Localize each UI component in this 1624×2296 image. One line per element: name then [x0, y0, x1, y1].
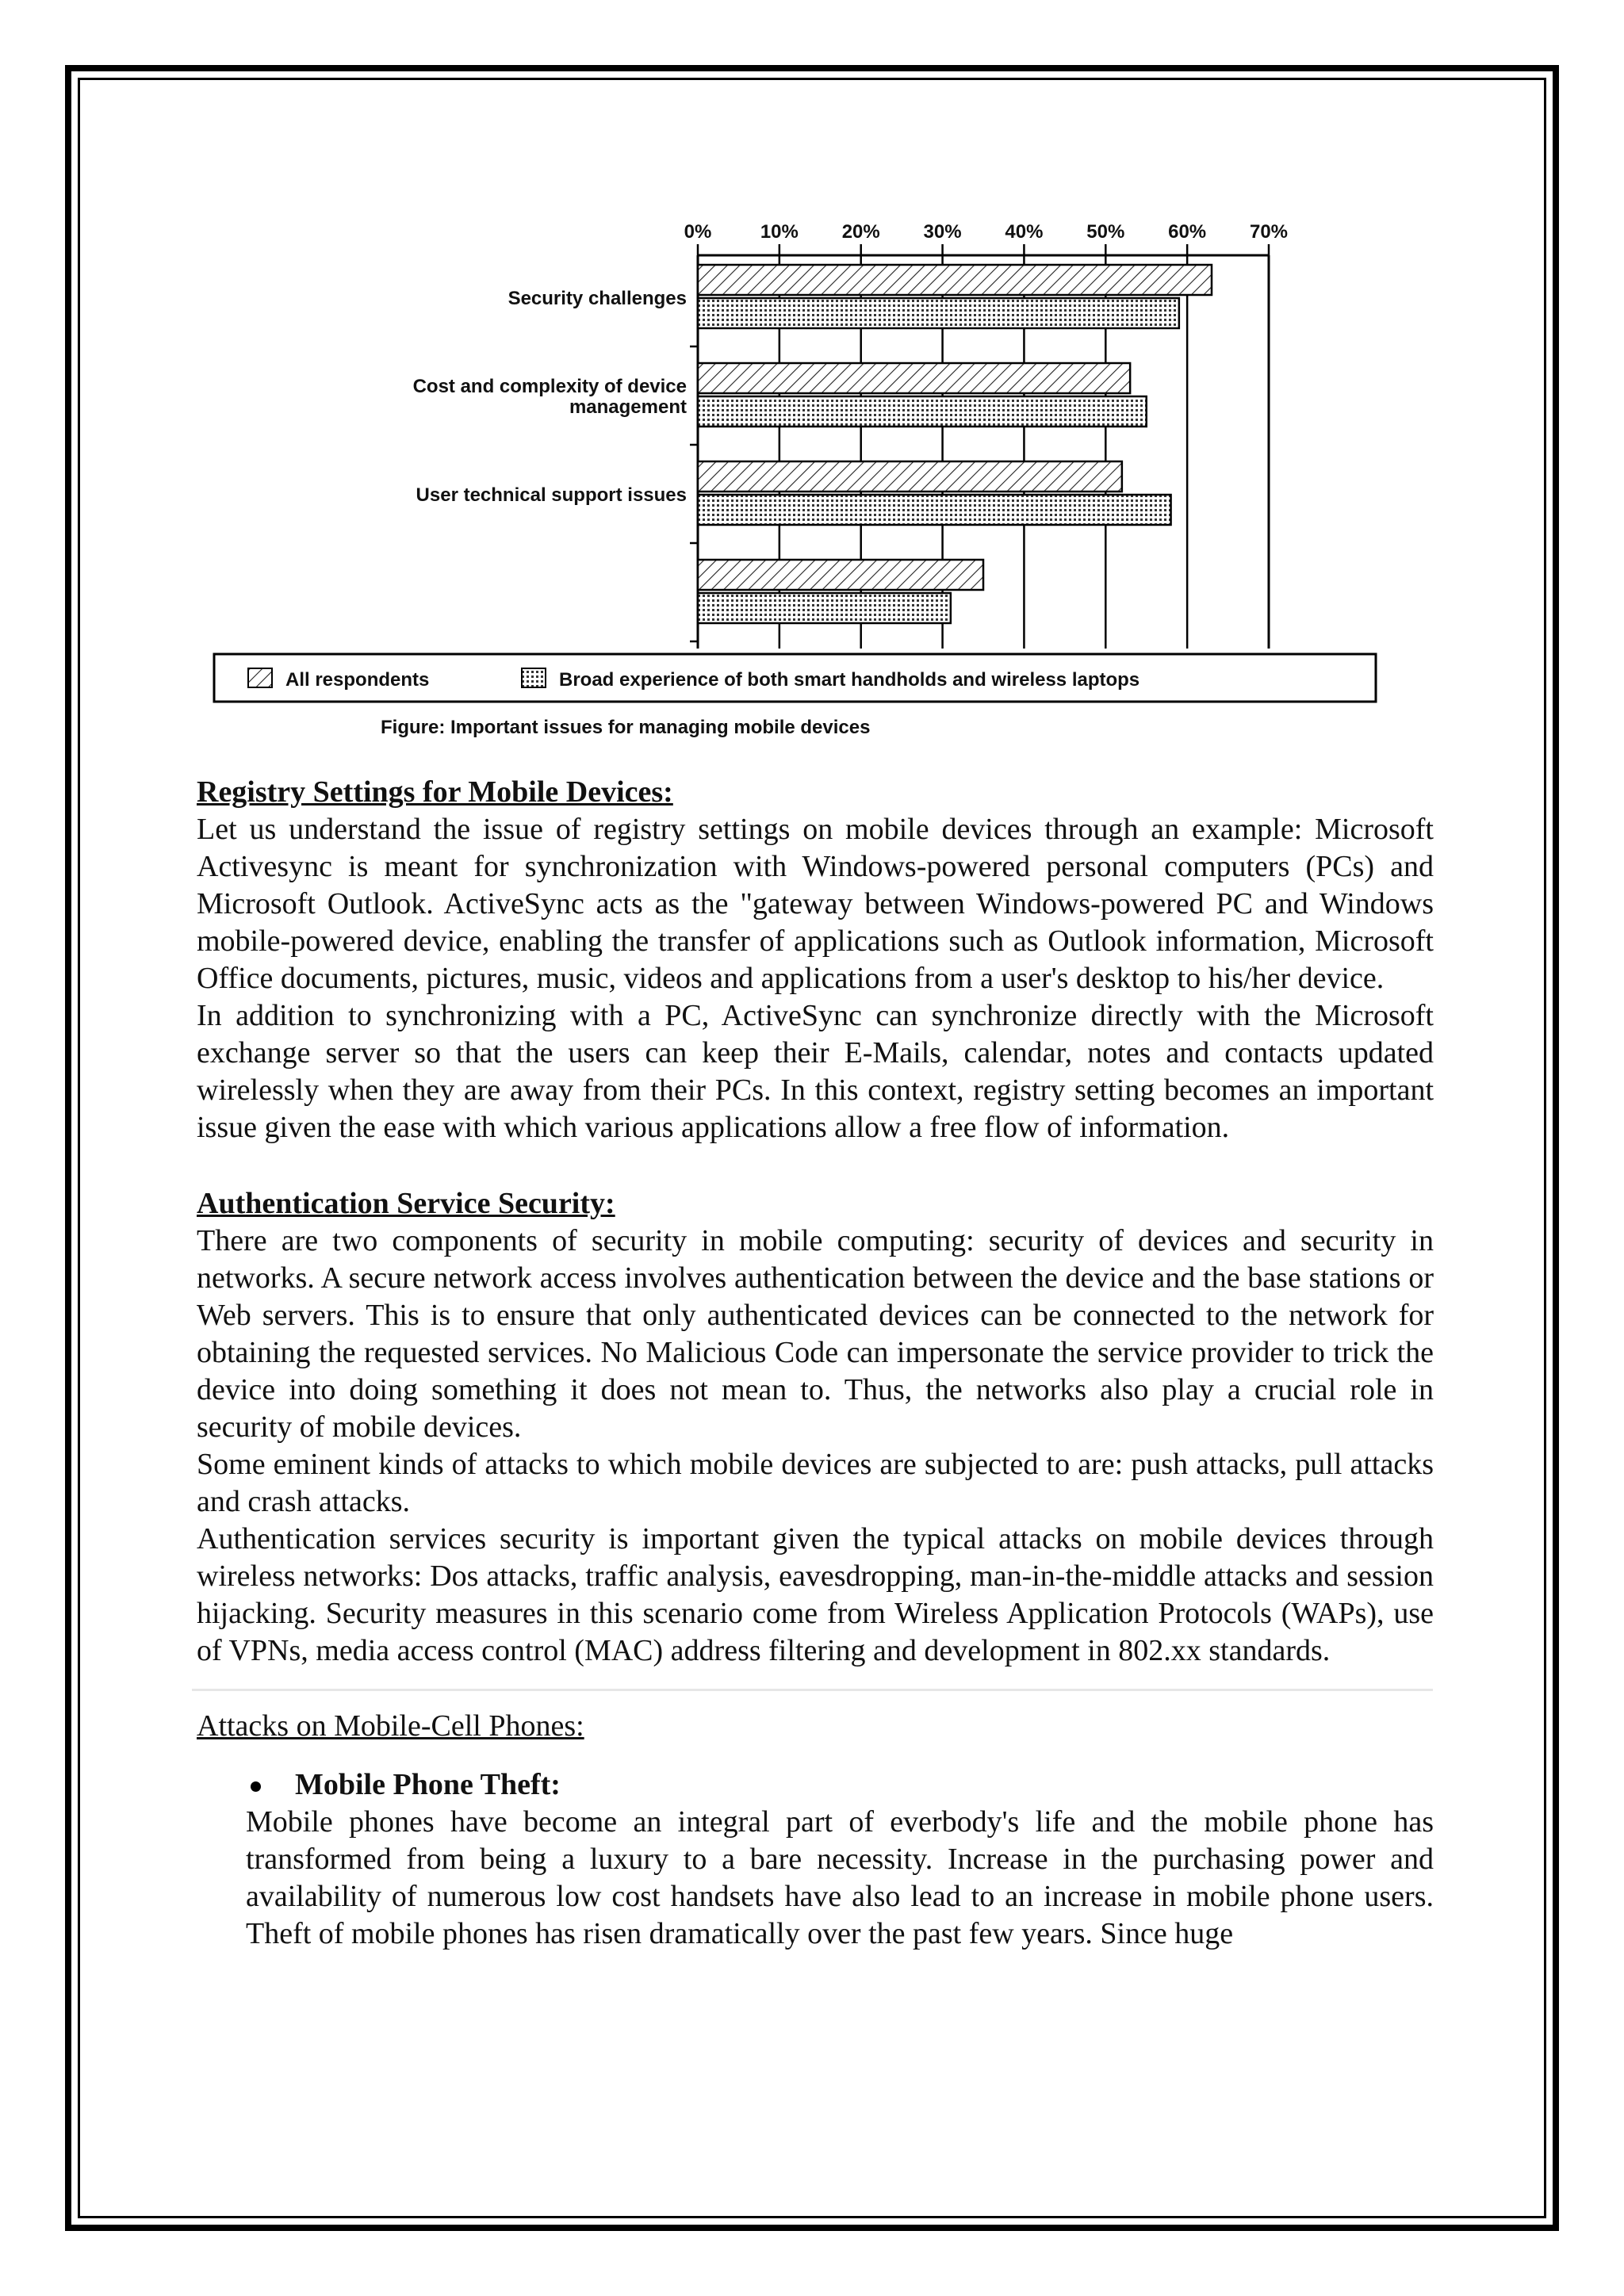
bar-broad-experience [698, 396, 1147, 427]
bullet-title-text: Mobile Phone Theft: [295, 1768, 561, 1801]
bar-broad-experience [698, 495, 1171, 525]
bar-all-respondents [698, 560, 983, 590]
category-label: management [569, 396, 687, 418]
auth-paragraph-2: Some eminent kinds of attacks to which mobile devices are subjected to are: push attacks, pull attacks and crash attacks. [197, 1448, 1434, 1518]
chart-caption: Figure: Important issues for managing mobile devices [381, 717, 871, 738]
x-tick-label: 30% [923, 221, 962, 243]
legend-swatch-all-respondents [248, 668, 272, 687]
bar-all-respondents [698, 461, 1122, 492]
auth-paragraph-1: There are two components of security in mobile computing: security of devices and security in networks. A secure network access involves authentication between the device and the base stations or Web servers. This is to ensure that only authenticated devices can be connected to the network for obtaining the requested services. No Malicious Code can impersonate the service provider to trick the device into doing something it does not mean to. Thus, the networks also play a crucial role in security of mobile devices. [197, 1224, 1434, 1444]
registry-paragraph-2: In addition to synchronizing with a PC, ActiveSync can synchronize directly with the Microsoft exchange server so that the users can keep their E-Mails, calendar, notes and contacts updated wirelessly when they are away from their PCs. In this context, registry setting becomes an important issue given the ease with which various applications allow a free flow of information. [197, 999, 1434, 1144]
bar-broad-experience [698, 298, 1179, 328]
bar-all-respondents [698, 265, 1212, 295]
bar-broad-experience [698, 593, 951, 623]
legend-label-broad-experience: Broad experience of both smart handholds and wireless laptops [559, 669, 1140, 691]
bullet-paragraph: Mobile phones have become an integral part of everbody's life and the mobile phone has transformed from being a luxury to a bare necessity. Increase in the purchasing power and availability of numerous low cost handsets have also lead to an increase in mobile phone users. Theft of mobile phones has risen dramatically over the past few years. Since huge [246, 1805, 1434, 1950]
x-tick-label: 70% [1249, 221, 1289, 243]
bar-all-respondents [698, 363, 1130, 393]
registry-paragraph-1: Let us understand the issue of registry settings on mobile devices through an example: Microsoft Activesync is meant for synchronization with Windows-powered personal computers (PCs) and Microsoft Outlook. ActiveSync acts as the "gateway between Windows-powered PC and Windows mobile-powered device, enabling the transfer of applications such as Outlook information, Microsoft Office documents, pictures, music, videos and applications from a user's desktop to his/her device. [197, 813, 1434, 995]
auth-heading: Authentication Service Security: [197, 1187, 615, 1220]
x-tick-label: 0% [684, 221, 712, 243]
legend-label-all-respondents: All respondents [285, 669, 430, 691]
attacks-heading: Attacks on Mobile-Cell Phones: [197, 1709, 584, 1743]
category-label: Security challenges [508, 288, 687, 309]
bullet-title [246, 1766, 1434, 1804]
issues-bar-chart [198, 214, 1404, 741]
x-tick-label: 10% [760, 221, 799, 243]
bullet-mobile-phone-theft [246, 1766, 1434, 1953]
x-tick-label: 40% [1005, 221, 1044, 243]
registry-heading: Registry Settings for Mobile Devices: [197, 775, 673, 809]
category-label: Cost and complexity of device [412, 376, 687, 397]
x-tick-label: 60% [1168, 221, 1207, 243]
category-label: User technical support issues [416, 484, 687, 506]
x-tick-label: 20% [841, 221, 880, 243]
section-divider [192, 1689, 1433, 1691]
bullet-dot-icon [251, 1781, 261, 1792]
auth-paragraph-3: Authentication services security is important given the typical attacks on mobile devices through wireless networks: Dos attacks, traffic analysis, eavesdropping, man-in-the-middle attacks and session hijacking. Security measures in this scenario come from Wireless Application Protocols (WAPs), use of VPNs, media access control (MAC) address filtering and development in 802.xx standards. [197, 1522, 1434, 1667]
legend-swatch-broad-experience [522, 668, 546, 687]
x-tick-label: 50% [1086, 221, 1125, 243]
document-body [197, 773, 1434, 1953]
